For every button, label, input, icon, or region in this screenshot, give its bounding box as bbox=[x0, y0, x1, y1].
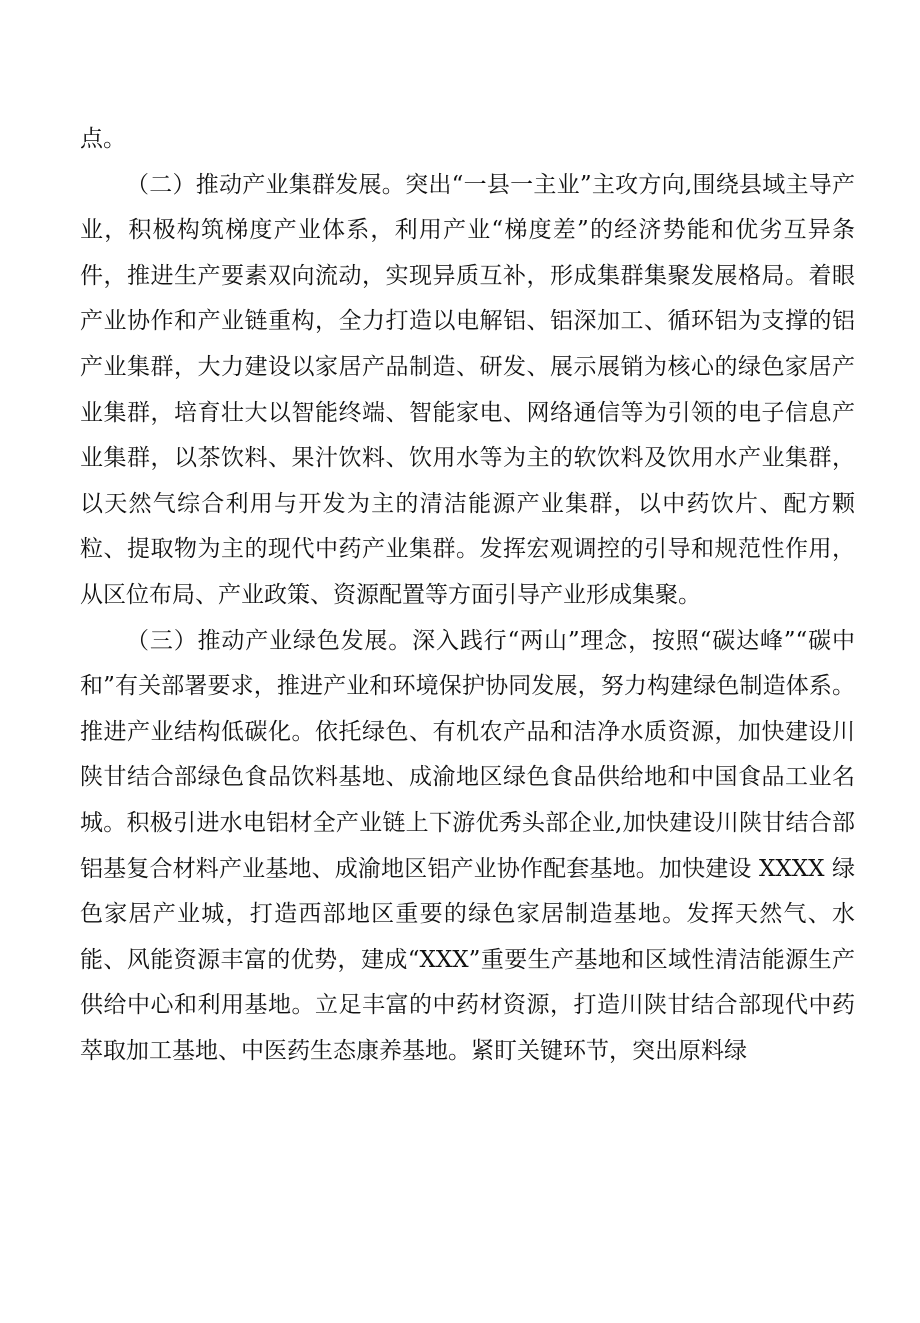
paragraph-section-2-industrial-clusters: （二）推动产业集群发展。突出“一县一主业”主攻方向,围绕县域主导产业，积极构筑梯度产业体系，利用产业“梯度差”的经济势能和优劣互异条件，推进生产要素双向流动，实现异质互补，形成集群集聚发展格局。着眼产业协作和产业链重构，全力打造以电解铝、铝深加工、循环铝为支撑的铝产业集群，大力建设以家居产品制造、研发、展示展销为核心的绿色家居产业集群，培育壮大以智能终端、智能家电、网络通信等为引领的电子信息产业集群，以茶饮料、果汁饮料、饮用水等为主的软饮料及饮用水产业集群，以天然气综合利用与开发为主的清洁能源产业集群，以中药饮片、配方颗粒、提取物为主的现代中药产业集群。发挥宏观调控的引导和规范性作用，从区位布局、产业政策、资源配置等方面引导产业形成集聚。 bbox=[80, 171, 855, 608]
paragraph-continuation: 点。 bbox=[80, 126, 126, 152]
body-text bbox=[80, 117, 855, 1074]
paragraph-section-3-green-development: （三）推动产业绿色发展。深入践行“两山”理念，按照“碳达峰”“碳中和”有关部署要求，推进产业和环境保护协同发展，努力构建绿色制造体系。推进产业结构低碳化。依托绿色、有机农产品和洁净水质资源，加快建设川陕甘结合部绿色食品饮料基地、成渝地区绿色食品供给地和中国食品工业名城。积极引进水电铝材全产业链上下游优秀头部企业,加快建设川陕甘结合部铝基复合材料产业基地、成渝地区铝产业协作配套基地。加快建设 XXXX 绿色家居产业城，打造西部地区重要的绿色家居制造基地。发挥天然气、水能、风能资源丰富的优势，建成“XXX”重要生产基地和区域性清洁能源生产供给中心和利用基地。立足丰富的中药材资源，打造川陕甘结合部现代中药萃取加工基地、中医药生态康养基地。紧盯关键环节，突出原料绿 bbox=[80, 627, 855, 1064]
